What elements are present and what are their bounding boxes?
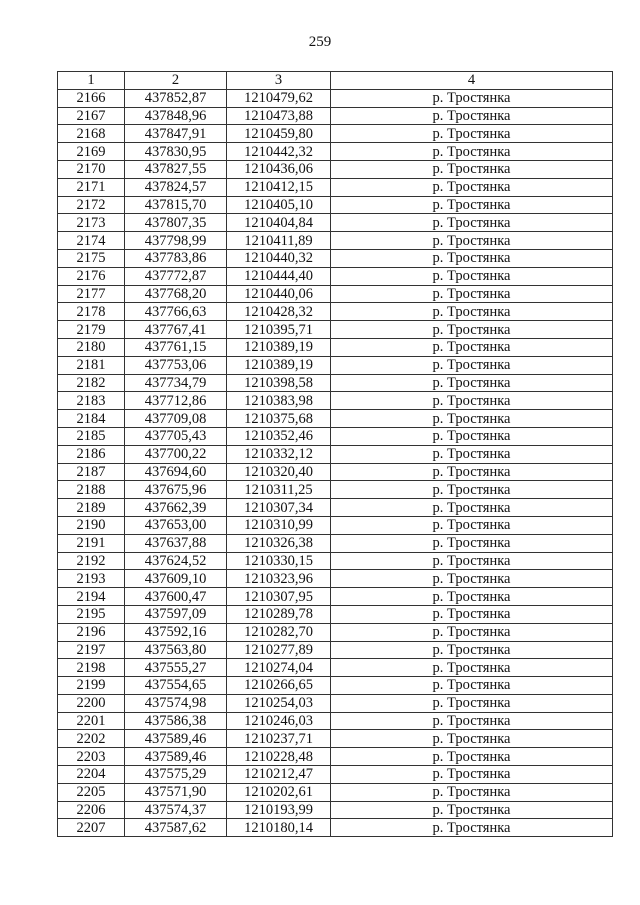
x-coordinate-cell: 437767,41 xyxy=(125,321,227,339)
point-number-cell: 2199 xyxy=(58,677,125,695)
description-cell: р. Тростянка xyxy=(331,214,613,232)
column-header-1: 1 xyxy=(58,72,125,90)
table-row xyxy=(58,338,613,356)
y-coordinate-cell: 1210442,32 xyxy=(227,143,331,161)
x-coordinate-cell: 437824,57 xyxy=(125,178,227,196)
y-coordinate-cell: 1210389,19 xyxy=(227,338,331,356)
x-coordinate-cell: 437554,65 xyxy=(125,677,227,695)
point-number-cell: 2175 xyxy=(58,249,125,267)
description-cell: р. Тростянка xyxy=(331,374,613,392)
description-cell: р. Тростянка xyxy=(331,783,613,801)
x-coordinate-cell: 437600,47 xyxy=(125,588,227,606)
table-row xyxy=(58,196,613,214)
x-coordinate-cell: 437592,16 xyxy=(125,623,227,641)
point-number-cell: 2168 xyxy=(58,125,125,143)
description-cell: р. Тростянка xyxy=(331,694,613,712)
table-row xyxy=(58,588,613,606)
y-coordinate-cell: 1210405,10 xyxy=(227,196,331,214)
point-number-cell: 2181 xyxy=(58,356,125,374)
y-coordinate-cell: 1210310,99 xyxy=(227,516,331,534)
description-cell: р. Тростянка xyxy=(331,125,613,143)
point-number-cell: 2194 xyxy=(58,588,125,606)
y-coordinate-cell: 1210436,06 xyxy=(227,160,331,178)
description-cell: р. Тростянка xyxy=(331,196,613,214)
point-number-cell: 2188 xyxy=(58,481,125,499)
table-row xyxy=(58,641,613,659)
x-coordinate-cell: 437848,96 xyxy=(125,107,227,125)
point-number-cell: 2200 xyxy=(58,694,125,712)
x-coordinate-cell: 437587,62 xyxy=(125,819,227,837)
description-cell: р. Тростянка xyxy=(331,249,613,267)
description-cell: р. Тростянка xyxy=(331,712,613,730)
x-coordinate-cell: 437694,60 xyxy=(125,463,227,481)
x-coordinate-cell: 437662,39 xyxy=(125,499,227,517)
x-coordinate-cell: 437766,63 xyxy=(125,303,227,321)
x-coordinate-cell: 437675,96 xyxy=(125,481,227,499)
table-row xyxy=(58,285,613,303)
table-row xyxy=(58,160,613,178)
description-cell: р. Тростянка xyxy=(331,588,613,606)
y-coordinate-cell: 1210412,15 xyxy=(227,178,331,196)
x-coordinate-cell: 437574,98 xyxy=(125,694,227,712)
x-coordinate-cell: 437700,22 xyxy=(125,445,227,463)
y-coordinate-cell: 1210404,84 xyxy=(227,214,331,232)
point-number-cell: 2192 xyxy=(58,552,125,570)
point-number-cell: 2190 xyxy=(58,516,125,534)
y-coordinate-cell: 1210202,61 xyxy=(227,783,331,801)
x-coordinate-cell: 437555,27 xyxy=(125,659,227,677)
y-coordinate-cell: 1210479,62 xyxy=(227,89,331,107)
description-cell: р. Тростянка xyxy=(331,321,613,339)
table-row xyxy=(58,356,613,374)
point-number-cell: 2169 xyxy=(58,143,125,161)
table-row xyxy=(58,214,613,232)
description-cell: р. Тростянка xyxy=(331,534,613,552)
description-cell: р. Тростянка xyxy=(331,623,613,641)
y-coordinate-cell: 1210282,70 xyxy=(227,623,331,641)
y-coordinate-cell: 1210428,32 xyxy=(227,303,331,321)
point-number-cell: 2207 xyxy=(58,819,125,837)
description-cell: р. Тростянка xyxy=(331,445,613,463)
table-row xyxy=(58,748,613,766)
point-number-cell: 2202 xyxy=(58,730,125,748)
description-cell: р. Тростянка xyxy=(331,499,613,517)
x-coordinate-cell: 437589,46 xyxy=(125,730,227,748)
y-coordinate-cell: 1210459,80 xyxy=(227,125,331,143)
description-cell: р. Тростянка xyxy=(331,356,613,374)
description-cell: р. Тростянка xyxy=(331,303,613,321)
description-cell: р. Тростянка xyxy=(331,285,613,303)
description-cell: р. Тростянка xyxy=(331,232,613,250)
description-cell: р. Тростянка xyxy=(331,267,613,285)
description-cell: р. Тростянка xyxy=(331,160,613,178)
x-coordinate-cell: 437852,87 xyxy=(125,89,227,107)
x-coordinate-cell: 437597,09 xyxy=(125,605,227,623)
table-row xyxy=(58,605,613,623)
point-number-cell: 2170 xyxy=(58,160,125,178)
y-coordinate-cell: 1210440,32 xyxy=(227,249,331,267)
x-coordinate-cell: 437768,20 xyxy=(125,285,227,303)
x-coordinate-cell: 437575,29 xyxy=(125,766,227,784)
x-coordinate-cell: 437571,90 xyxy=(125,783,227,801)
description-cell: р. Тростянка xyxy=(331,766,613,784)
description-cell: р. Тростянка xyxy=(331,677,613,695)
table-row xyxy=(58,570,613,588)
description-cell: р. Тростянка xyxy=(331,338,613,356)
x-coordinate-cell: 437712,86 xyxy=(125,392,227,410)
column-header-3: 3 xyxy=(227,72,331,90)
point-number-cell: 2173 xyxy=(58,214,125,232)
description-cell: р. Тростянка xyxy=(331,392,613,410)
table-row xyxy=(58,516,613,534)
column-header-2: 2 xyxy=(125,72,227,90)
point-number-cell: 2166 xyxy=(58,89,125,107)
description-cell: р. Тростянка xyxy=(331,605,613,623)
description-cell: р. Тростянка xyxy=(331,659,613,677)
point-number-cell: 2176 xyxy=(58,267,125,285)
point-number-cell: 2183 xyxy=(58,392,125,410)
y-coordinate-cell: 1210289,78 xyxy=(227,605,331,623)
x-coordinate-cell: 437734,79 xyxy=(125,374,227,392)
y-coordinate-cell: 1210320,40 xyxy=(227,463,331,481)
table-row xyxy=(58,534,613,552)
point-number-cell: 2184 xyxy=(58,410,125,428)
y-coordinate-cell: 1210330,15 xyxy=(227,552,331,570)
y-coordinate-cell: 1210277,89 xyxy=(227,641,331,659)
point-number-cell: 2206 xyxy=(58,801,125,819)
point-number-cell: 2178 xyxy=(58,303,125,321)
y-coordinate-cell: 1210352,46 xyxy=(227,427,331,445)
coordinates-table xyxy=(57,71,613,837)
table-header-row xyxy=(58,72,613,90)
x-coordinate-cell: 437624,52 xyxy=(125,552,227,570)
table-row xyxy=(58,659,613,677)
y-coordinate-cell: 1210254,03 xyxy=(227,694,331,712)
description-cell: р. Тростянка xyxy=(331,143,613,161)
x-coordinate-cell: 437847,91 xyxy=(125,125,227,143)
x-coordinate-cell: 437827,55 xyxy=(125,160,227,178)
y-coordinate-cell: 1210326,38 xyxy=(227,534,331,552)
table-row xyxy=(58,499,613,517)
table-row xyxy=(58,178,613,196)
y-coordinate-cell: 1210395,71 xyxy=(227,321,331,339)
description-cell: р. Тростянка xyxy=(331,410,613,428)
y-coordinate-cell: 1210212,47 xyxy=(227,766,331,784)
description-cell: р. Тростянка xyxy=(331,552,613,570)
y-coordinate-cell: 1210237,71 xyxy=(227,730,331,748)
x-coordinate-cell: 437772,87 xyxy=(125,267,227,285)
point-number-cell: 2177 xyxy=(58,285,125,303)
y-coordinate-cell: 1210473,88 xyxy=(227,107,331,125)
table-row xyxy=(58,463,613,481)
column-header-4: 4 xyxy=(331,72,613,90)
description-cell: р. Тростянка xyxy=(331,107,613,125)
point-number-cell: 2187 xyxy=(58,463,125,481)
table-row xyxy=(58,89,613,107)
y-coordinate-cell: 1210323,96 xyxy=(227,570,331,588)
description-cell: р. Тростянка xyxy=(331,427,613,445)
point-number-cell: 2196 xyxy=(58,623,125,641)
point-number-cell: 2174 xyxy=(58,232,125,250)
table-row xyxy=(58,766,613,784)
y-coordinate-cell: 1210332,12 xyxy=(227,445,331,463)
point-number-cell: 2193 xyxy=(58,570,125,588)
table-row xyxy=(58,427,613,445)
y-coordinate-cell: 1210375,68 xyxy=(227,410,331,428)
table-row xyxy=(58,481,613,499)
x-coordinate-cell: 437563,80 xyxy=(125,641,227,659)
y-coordinate-cell: 1210444,40 xyxy=(227,267,331,285)
point-number-cell: 2204 xyxy=(58,766,125,784)
table-row xyxy=(58,783,613,801)
x-coordinate-cell: 437637,88 xyxy=(125,534,227,552)
description-cell: р. Тростянка xyxy=(331,748,613,766)
table-row xyxy=(58,321,613,339)
table-row xyxy=(58,392,613,410)
table-row xyxy=(58,107,613,125)
description-cell: р. Тростянка xyxy=(331,178,613,196)
table-row xyxy=(58,410,613,428)
description-cell: р. Тростянка xyxy=(331,801,613,819)
page-number: 259 xyxy=(308,34,332,50)
x-coordinate-cell: 437783,86 xyxy=(125,249,227,267)
y-coordinate-cell: 1210228,48 xyxy=(227,748,331,766)
table-row xyxy=(58,249,613,267)
x-coordinate-cell: 437709,08 xyxy=(125,410,227,428)
table-row xyxy=(58,445,613,463)
x-coordinate-cell: 437653,00 xyxy=(125,516,227,534)
table-row xyxy=(58,623,613,641)
point-number-cell: 2203 xyxy=(58,748,125,766)
description-cell: р. Тростянка xyxy=(331,516,613,534)
description-cell: р. Тростянка xyxy=(331,89,613,107)
table-row xyxy=(58,552,613,570)
x-coordinate-cell: 437705,43 xyxy=(125,427,227,445)
y-coordinate-cell: 1210274,04 xyxy=(227,659,331,677)
table-row xyxy=(58,801,613,819)
point-number-cell: 2191 xyxy=(58,534,125,552)
x-coordinate-cell: 437609,10 xyxy=(125,570,227,588)
table-body xyxy=(58,89,613,836)
y-coordinate-cell: 1210389,19 xyxy=(227,356,331,374)
table-row xyxy=(58,694,613,712)
point-number-cell: 2172 xyxy=(58,196,125,214)
table-row xyxy=(58,730,613,748)
y-coordinate-cell: 1210311,25 xyxy=(227,481,331,499)
y-coordinate-cell: 1210180,14 xyxy=(227,819,331,837)
point-number-cell: 2186 xyxy=(58,445,125,463)
table-row xyxy=(58,303,613,321)
x-coordinate-cell: 437574,37 xyxy=(125,801,227,819)
description-cell: р. Тростянка xyxy=(331,641,613,659)
point-number-cell: 2189 xyxy=(58,499,125,517)
y-coordinate-cell: 1210193,99 xyxy=(227,801,331,819)
y-coordinate-cell: 1210307,95 xyxy=(227,588,331,606)
x-coordinate-cell: 437753,06 xyxy=(125,356,227,374)
description-cell: р. Тростянка xyxy=(331,570,613,588)
y-coordinate-cell: 1210307,34 xyxy=(227,499,331,517)
y-coordinate-cell: 1210246,03 xyxy=(227,712,331,730)
table-row xyxy=(58,677,613,695)
point-number-cell: 2201 xyxy=(58,712,125,730)
point-number-cell: 2195 xyxy=(58,605,125,623)
table-row xyxy=(58,125,613,143)
description-cell: р. Тростянка xyxy=(331,463,613,481)
y-coordinate-cell: 1210383,98 xyxy=(227,392,331,410)
y-coordinate-cell: 1210398,58 xyxy=(227,374,331,392)
description-cell: р. Тростянка xyxy=(331,481,613,499)
point-number-cell: 2171 xyxy=(58,178,125,196)
x-coordinate-cell: 437586,38 xyxy=(125,712,227,730)
point-number-cell: 2167 xyxy=(58,107,125,125)
table-row xyxy=(58,374,613,392)
point-number-cell: 2182 xyxy=(58,374,125,392)
y-coordinate-cell: 1210411,89 xyxy=(227,232,331,250)
x-coordinate-cell: 437589,46 xyxy=(125,748,227,766)
point-number-cell: 2185 xyxy=(58,427,125,445)
point-number-cell: 2198 xyxy=(58,659,125,677)
table-row xyxy=(58,819,613,837)
y-coordinate-cell: 1210266,65 xyxy=(227,677,331,695)
point-number-cell: 2180 xyxy=(58,338,125,356)
table-row xyxy=(58,232,613,250)
point-number-cell: 2197 xyxy=(58,641,125,659)
description-cell: р. Тростянка xyxy=(331,730,613,748)
x-coordinate-cell: 437830,95 xyxy=(125,143,227,161)
x-coordinate-cell: 437815,70 xyxy=(125,196,227,214)
x-coordinate-cell: 437807,35 xyxy=(125,214,227,232)
table-row xyxy=(58,267,613,285)
description-cell: р. Тростянка xyxy=(331,819,613,837)
table-row xyxy=(58,712,613,730)
x-coordinate-cell: 437761,15 xyxy=(125,338,227,356)
point-number-cell: 2179 xyxy=(58,321,125,339)
point-number-cell: 2205 xyxy=(58,783,125,801)
table-row xyxy=(58,143,613,161)
y-coordinate-cell: 1210440,06 xyxy=(227,285,331,303)
x-coordinate-cell: 437798,99 xyxy=(125,232,227,250)
